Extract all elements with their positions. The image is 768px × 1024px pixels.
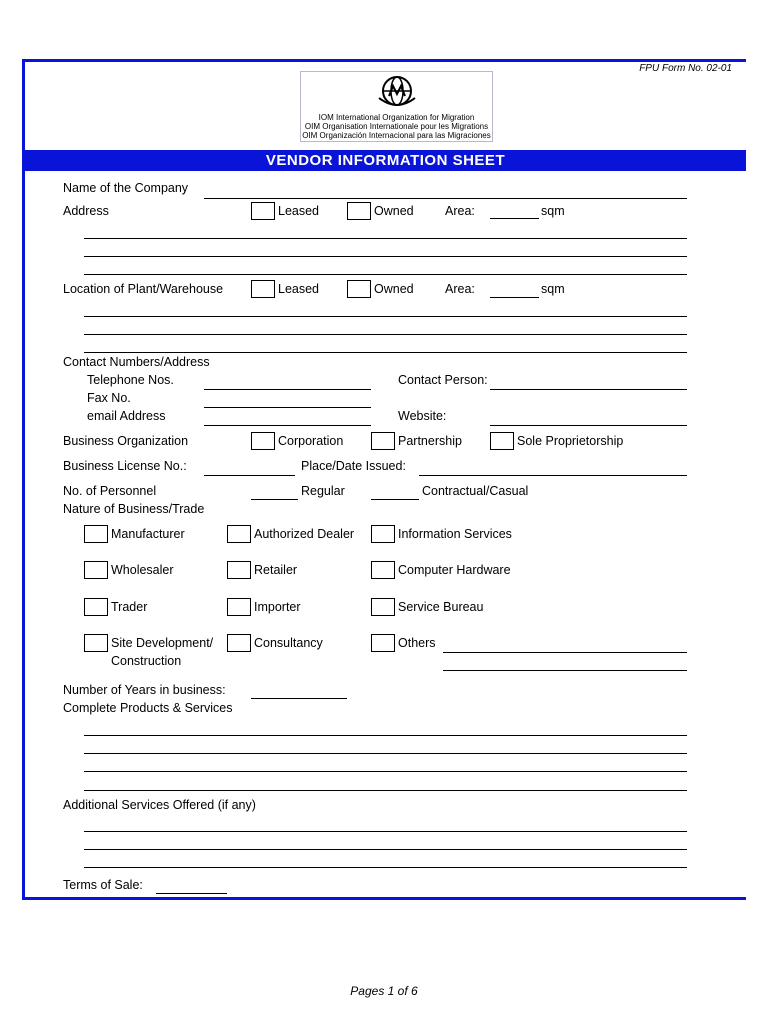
license-label: Business License No.: [63,459,187,473]
computer-hardware-label: Computer Hardware [398,563,511,577]
sole-proprietorship-checkbox[interactable] [490,432,514,450]
org-line-3: OIM Organización Internacional para las Migraciones [302,131,491,140]
company-field[interactable] [204,198,687,199]
products-line-3[interactable] [84,771,687,772]
plant-line-2[interactable] [84,334,687,335]
iom-logo-block [300,71,493,142]
manufacturer-checkbox[interactable] [84,525,108,543]
plant-area-label: Area: [445,282,475,296]
importer-label: Importer [254,600,301,614]
computer-hardware-checkbox[interactable] [371,561,395,579]
website-label: Website: [398,409,447,423]
site-development-checkbox[interactable] [84,634,108,652]
additional-label: Additional Services Offered (if any) [63,798,256,812]
additional-line-3[interactable] [84,867,687,868]
service-bureau-label: Service Bureau [398,600,484,614]
nature-label: Nature of Business/Trade [63,502,205,516]
information-services-label: Information Services [398,527,512,541]
fax-label: Fax No. [87,391,131,405]
place-date-field[interactable] [419,475,687,476]
company-label: Name of the Company [63,181,189,195]
telephone-field[interactable] [204,389,371,390]
trader-label: Trader [111,600,148,614]
address-line-2[interactable] [84,256,687,257]
personnel-label: No. of Personnel [63,484,157,498]
corporation-label: Corporation [278,434,344,448]
org-line-2: OIM Organisation Internationale pour les Migrations [304,122,489,131]
org-line-1: IOM International Organization for Migration [318,113,475,122]
iom-emblem-icon [373,74,421,110]
partnership-checkbox[interactable] [371,432,395,450]
plant-sqm-label: sqm [541,282,565,296]
address-line-3[interactable] [84,274,687,275]
others-label: Others [398,636,436,650]
page-footer: Pages 1 of 6 [350,984,418,998]
plant-line-3[interactable] [84,352,687,353]
address-area-label: Area: [445,204,475,218]
license-field[interactable] [204,475,295,476]
corporation-checkbox[interactable] [251,432,275,450]
construction-label: Construction [111,654,182,668]
website-field[interactable] [490,425,687,426]
wholesaler-checkbox[interactable] [84,561,108,579]
contact-person-field[interactable] [490,389,687,390]
consultancy-checkbox[interactable] [227,634,251,652]
contact-person-label: Contact Person: [398,373,488,387]
address-leased-label: Leased [278,204,320,218]
business-org-label: Business Organization [63,434,189,448]
address-sqm-label: sqm [541,204,565,218]
address-leased-checkbox[interactable] [251,202,275,220]
years-label: Number of Years in business: [63,683,226,697]
terms-field[interactable] [156,893,227,894]
plant-owned-label: Owned [374,282,414,296]
plant-line-1[interactable] [84,316,687,317]
products-label: Complete Products & Services [63,701,233,715]
retailer-checkbox[interactable] [227,561,251,579]
place-date-label: Place/Date Issued: [301,459,406,473]
email-field[interactable] [204,425,371,426]
manufacturer-label: Manufacturer [111,527,185,541]
others-field-2[interactable] [443,670,687,671]
service-bureau-checkbox[interactable] [371,598,395,616]
regular-label: Regular [301,484,345,498]
trader-checkbox[interactable] [84,598,108,616]
products-line-4[interactable] [84,790,687,791]
contractual-label: Contractual/Casual [422,484,529,498]
products-line-1[interactable] [84,735,687,736]
regular-field[interactable] [251,499,298,500]
authorized-dealer-label: Authorized Dealer [254,527,355,541]
others-checkbox[interactable] [371,634,395,652]
plant-area-field[interactable] [490,297,539,298]
address-label: Address [63,204,109,218]
authorized-dealer-checkbox[interactable] [227,525,251,543]
contractual-field[interactable] [371,499,419,500]
sole-proprietorship-label: Sole Proprietorship [517,434,624,448]
wholesaler-label: Wholesaler [111,563,174,577]
plant-leased-checkbox[interactable] [251,280,275,298]
telephone-label: Telephone Nos. [87,373,174,387]
terms-label: Terms of Sale: [63,878,143,892]
importer-checkbox[interactable] [227,598,251,616]
address-line-1[interactable] [84,238,687,239]
plant-label: Location of Plant/Warehouse [63,282,224,296]
partnership-label: Partnership [398,434,462,448]
fax-field[interactable] [204,407,371,408]
plant-owned-checkbox[interactable] [347,280,371,298]
form-title: VENDOR INFORMATION SHEET [25,150,746,171]
products-line-2[interactable] [84,753,687,754]
additional-line-1[interactable] [84,831,687,832]
others-field-1[interactable] [443,652,687,653]
retailer-label: Retailer [254,563,298,577]
additional-line-2[interactable] [84,849,687,850]
years-field[interactable] [251,698,347,699]
information-services-checkbox[interactable] [371,525,395,543]
address-area-field[interactable] [490,218,539,219]
contact-numbers-label: Contact Numbers/Address [63,355,210,369]
plant-leased-label: Leased [278,282,320,296]
email-label: email Address [87,409,166,423]
address-owned-checkbox[interactable] [347,202,371,220]
consultancy-label: Consultancy [254,636,323,650]
form-number: FPU Form No. 02-01 [639,63,732,74]
address-owned-label: Owned [374,204,414,218]
site-development-label: Site Development/ [111,636,214,650]
